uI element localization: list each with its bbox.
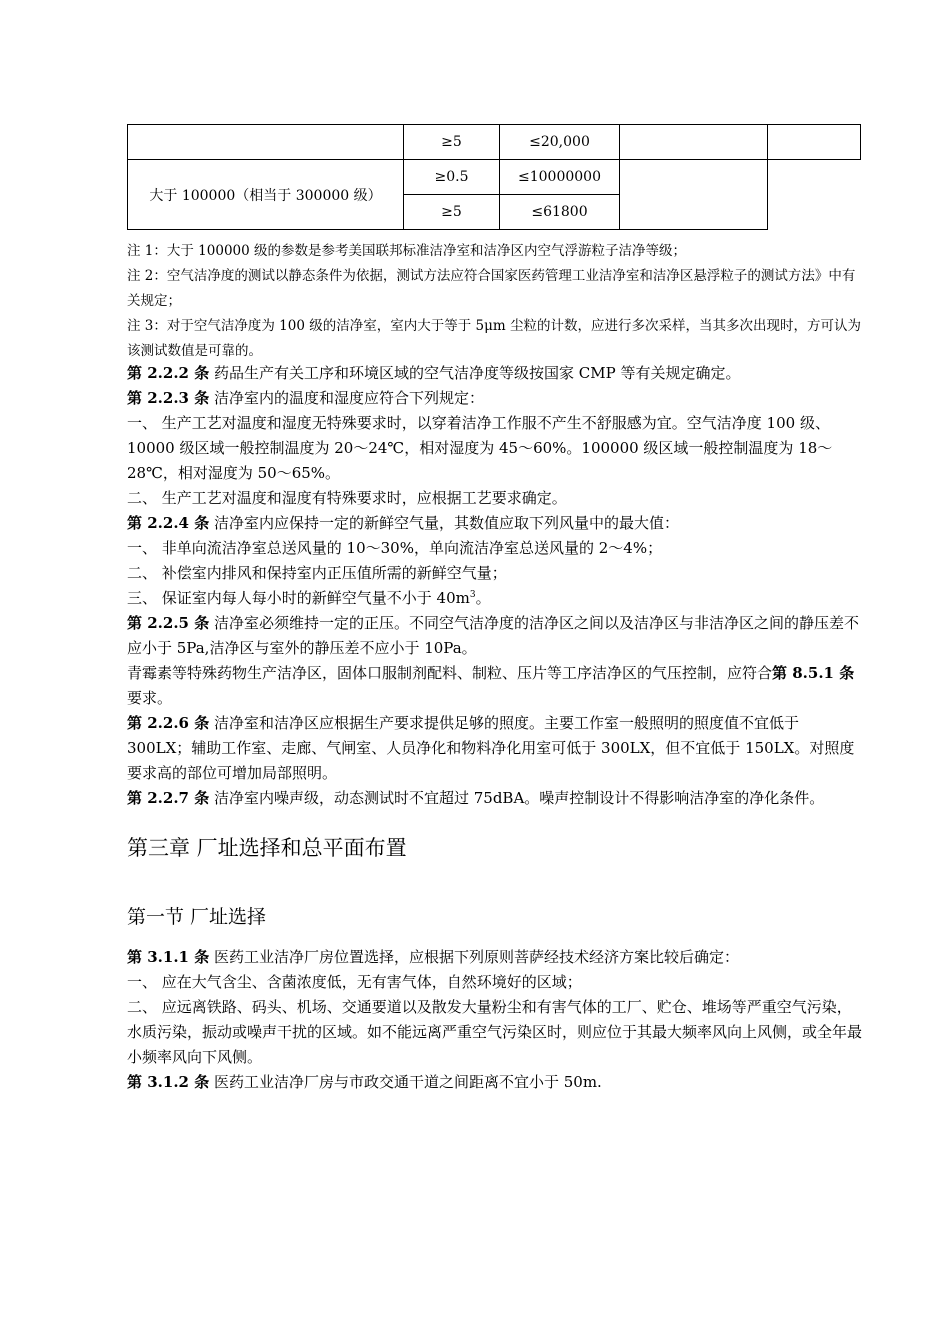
table-notes — [127, 239, 862, 364]
article-number: 第 2.2.4 条 — [127, 514, 210, 532]
article-number: 第 2.2.6 条 — [127, 714, 210, 732]
table-cell-particle: ≥5 — [404, 195, 500, 230]
table-cell-empty — [768, 125, 861, 160]
list-item: 一、 非单向流洁净室总送风量的 10～30%，单向流洁净室总送风量的 2～4%； — [127, 539, 663, 557]
article-text: 洁净室和洁净区应根据生产要求提供足够的照度。主要工作室一般照明的照度值不宜低于 300LX；辅助工作室、走廊、气闸室、人员净化和物料净化用室可低于 300LX，但不宜低于 150LX。对照度要求高的部位可增加局部照明。 — [127, 714, 855, 782]
article-2-2-3 — [127, 386, 862, 411]
list-item: 一、 应在大气含尘、含菌浓度低，无有害气体，自然环境好的区域； — [127, 973, 582, 991]
list-item: 一、 生产工艺对温度和湿度无特殊要求时，以穿着洁净工作服不产生不舒服感为宜。空气洁净度 100 级、10000 级区域一般控制温度为 20～24℃，相对湿度为 45～60%。100000 级区域一般控制温度为 18～28℃，相对湿度为 50～65%。 — [127, 414, 833, 482]
table-cell-limit: ≤20,000 — [500, 125, 620, 160]
article-number: 第 2.2.2 条 — [127, 364, 210, 382]
section-heading: 第一节 厂址选择 — [127, 906, 267, 928]
article-text: 药品生产有关工序和环境区域的空气洁净度等级按国家 CMP 等有关规定确定。 — [209, 364, 741, 382]
cleanliness-table — [127, 124, 861, 230]
note-1: 注 1：大于 100000 级的参数是参考美国联邦标准洁净室和洁净区内空气浮游粒子洁净等级； — [127, 243, 686, 259]
table-cell-limit: ≤10000000 — [500, 160, 620, 195]
article-2-2-4 — [127, 511, 862, 536]
table-cell-class — [128, 125, 404, 160]
article-2-2-5 — [127, 611, 862, 661]
article-reference: 第 8.5.1 条 — [772, 664, 855, 682]
list-item-text: 三、 保证室内每人每小时的新鲜空气量不小于 40m — [127, 589, 470, 607]
article-text: 洁净室内噪声级，动态测试时不宜超过 75dBA。噪声控制设计不得影响洁净室的净化条件。 — [209, 789, 825, 807]
list-item: 二、 补偿室内排风和保持室内正压值所需的新鲜空气量； — [127, 564, 507, 582]
article-3-1-1 — [127, 945, 862, 970]
table-cell-particle: ≥5 — [404, 125, 500, 160]
table-cell-particle: ≥0.5 — [404, 160, 500, 195]
table-row — [128, 125, 861, 160]
article-2-2-2 — [127, 361, 862, 386]
article-number: 第 2.2.5 条 — [127, 614, 210, 632]
article-3-1-2 — [127, 1070, 862, 1095]
table-cell-empty — [768, 160, 861, 195]
article-2-2-6 — [127, 711, 862, 786]
table-cell-limit: ≤61800 — [500, 195, 620, 230]
chapter-heading: 第三章 厂址选择和总平面布置 — [127, 836, 407, 860]
table-cell-empty — [768, 195, 861, 230]
article-text: 洁净室内的温度和湿度应符合下列规定： — [209, 389, 484, 407]
paragraph-text: 青霉素等特殊药物生产洁净区，固体口服制剂配料、制粒、压片等工序洁净区的气压控制，应符合 — [127, 664, 773, 682]
article-number: 第 3.1.2 条 — [127, 1073, 210, 1091]
table-cell-empty — [620, 160, 768, 230]
list-item: 二、 生产工艺对温度和湿度有特殊要求时，应根据工艺要求确定。 — [127, 489, 567, 507]
article-number: 第 2.2.3 条 — [127, 389, 210, 407]
table-cell-empty — [620, 125, 768, 160]
paragraph-end: 要求。 — [127, 689, 173, 707]
superscript: 3 — [469, 590, 476, 600]
article-number: 第 2.2.7 条 — [127, 789, 210, 807]
table-cell-class: 大于 100000（相当于 300000 级） — [128, 160, 404, 230]
article-2-2-7 — [127, 786, 862, 811]
article-text: 医药工业洁净厂房位置选择，应根据下列原则菩萨经技术经济方案比较后确定： — [209, 948, 739, 966]
list-item — [127, 586, 862, 611]
document-body — [127, 361, 862, 1095]
article-text: 医药工业洁净厂房与市政交通干道之间距离不宜小于 50m. — [209, 1073, 602, 1091]
paragraph — [127, 661, 862, 711]
list-item-end: 。 — [475, 589, 491, 607]
article-text: 洁净室内应保持一定的新鲜空气量，其数值应取下列风量中的最大值： — [209, 514, 679, 532]
note-3: 注 3：对于空气洁净度为 100 级的洁净室，室内大于等于 5μm 尘粒的计数，应进行多次采样，当其多次出现时，方可认为该测试数值是可靠的。 — [127, 318, 861, 359]
list-item: 二、 应远离铁路、码头、机场、交通要道以及散发大量粉尘和有害气体的工厂、贮仓、堆场等严重空气污染，水质污染，振动或噪声干扰的区域。如不能远离严重空气污染区时，则应位于其最大频率风向上风侧，或全年最小频率风向下风侧。 — [127, 998, 863, 1066]
table-row — [128, 160, 861, 195]
article-number: 第 3.1.1 条 — [127, 948, 210, 966]
article-text: 洁净室必须维持一定的正压。不同空气洁净度的洁净区之间以及洁净区与非洁净区之间的静压差不应小于 5Pa,洁净区与室外的静压差不应小于 10Pa。 — [127, 614, 859, 657]
note-2: 注 2：空气洁净度的测试以静态条件为依据，测试方法应符合国家医药管理工业洁净室和洁净区悬浮粒子的测试方法》中有关规定； — [127, 268, 856, 309]
